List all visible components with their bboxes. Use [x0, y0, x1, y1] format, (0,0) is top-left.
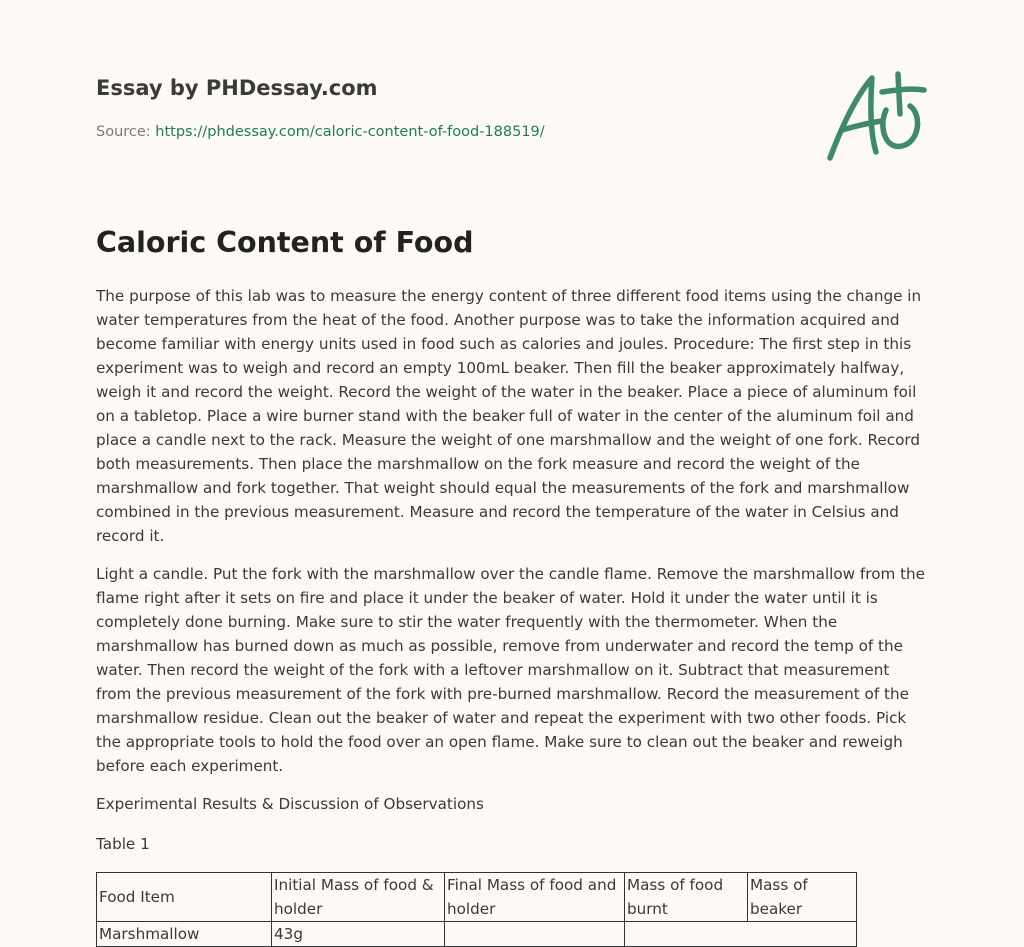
table-cell: 43g [272, 922, 445, 947]
brand-title: Essay by PHDessay.com [96, 76, 378, 100]
table-header-row [97, 873, 857, 922]
table-header-cell: Final Mass of food and holder [445, 873, 625, 922]
intro-paragraph: The purpose of this lab was to measure the energy content of three different food items using the change in water temperatures from the heat of the food. Another purpose was to take the information acquired and become familiar with energy units used in food such as calories and joules. Procedure: The first step in this experiment was to weigh and record an empty 100mL beaker. Then fill the beaker approximately halfway, weigh it and record the weight. Record the weight of the water in the beaker. Place a piece of aluminum foil on a tabletop. Place a wire burner stand with the beaker full of water in the center of the aluminum foil and place a candle next to the rack. Measure the weight of one marshmallow and the weight of one fork. Record both measurements. Then place the marshmallow on the fork measure and record the weight of the marshmallow and fork together. That weight should equal the measurements of the fork and marshmallow combined in the previous measurement. Measure and record the temperature of the water in Celsius and record it. [96, 287, 922, 545]
table-label: Table 1 [96, 835, 150, 853]
results-table [96, 872, 857, 947]
procedure-paragraph: Light a candle. Put the fork with the marshmallow over the candle flame. Remove the marshmallow from the flame right after it sets on fire and place it under the beaker of water. Hold it under the water until it is completely done burning. Make sure to stir the water frequently with the thermometer. When the marshmallow has burned down as much as possible, remove from underwater and record the temp of the water. Then record the weight of the fork with a leftover marshmallow on it. Subtract that measurement from the previous measurement of the fork with pre-burned marshmallow. Record the measurement of the marshmallow residue. Clean out the beaker of water and repeat the experiment with two other foods. Pick the appropriate tools to hold the food over an open flame. Make sure to clean out the beaker and reweigh before each experiment. [96, 565, 926, 775]
section-heading: Experimental Results & Discussion of Observations [96, 795, 484, 813]
source-link[interactable]: https://phdessay.com/caloric-content-of-food-188519/ [155, 124, 545, 140]
article-body [96, 284, 928, 947]
a-plus-logo [820, 66, 930, 166]
table-header-cell: Food Item [97, 873, 272, 922]
table-header-cell: Mass of beaker [748, 873, 857, 922]
table-row [97, 922, 857, 947]
source-line [96, 124, 545, 140]
article-title: Caloric Content of Food [96, 226, 474, 259]
table-cell: Marshmallow [97, 922, 272, 947]
table-cell [625, 922, 857, 947]
table-header-cell: Mass of food burnt [625, 873, 748, 922]
table-header-cell: Initial Mass of food & holder [272, 873, 445, 922]
table-cell [445, 922, 625, 947]
source-label: Source: [96, 124, 151, 140]
